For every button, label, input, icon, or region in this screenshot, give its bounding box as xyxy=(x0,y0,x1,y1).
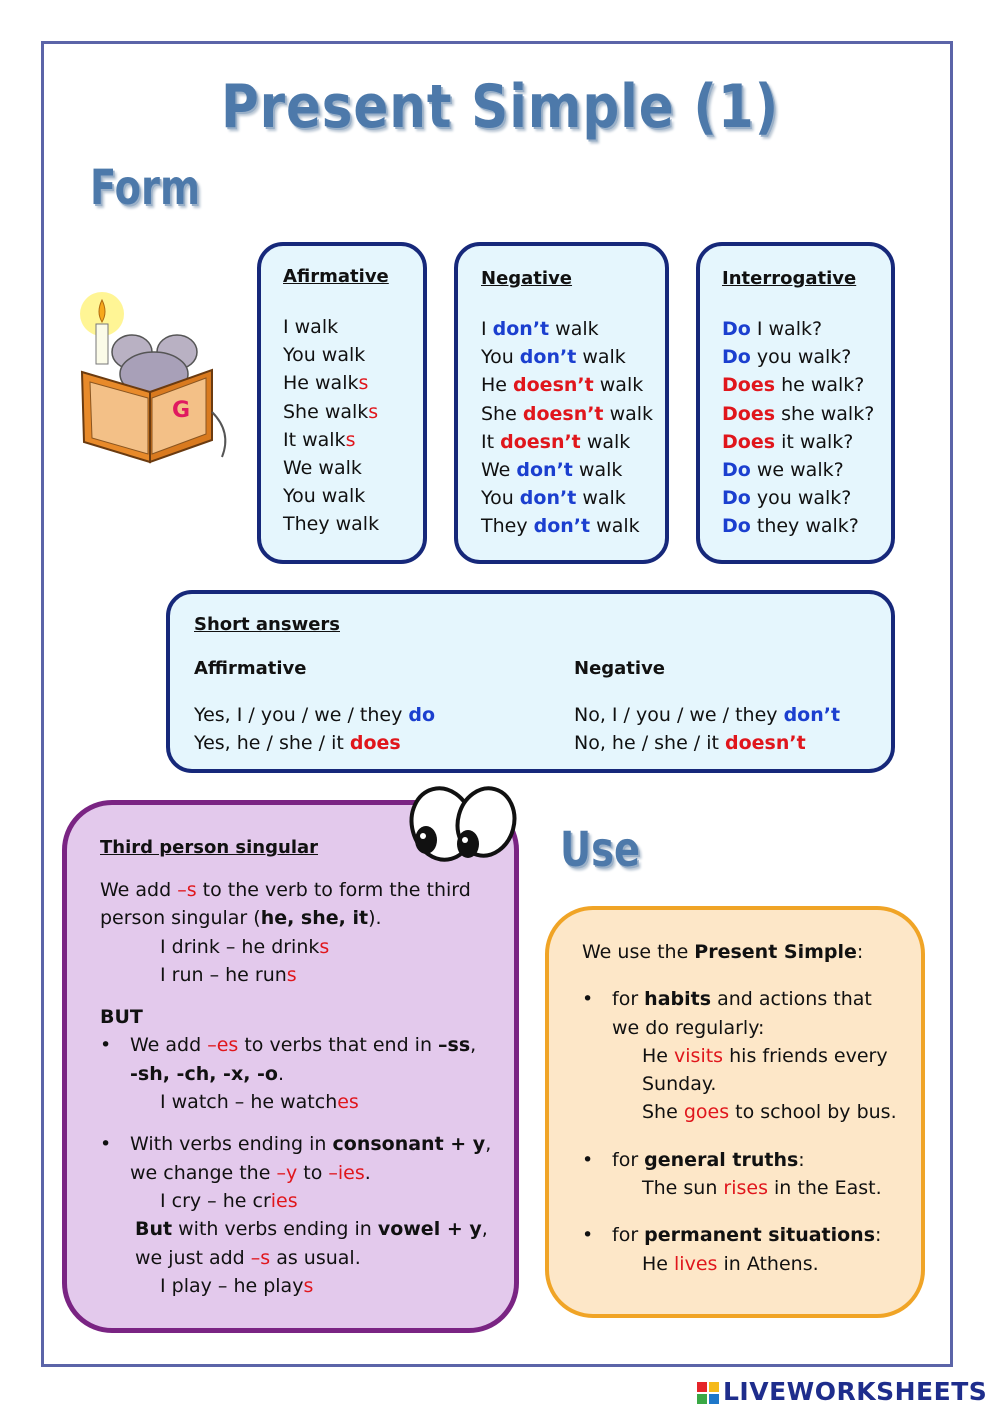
subject: They xyxy=(481,515,534,538)
interrogative-heading: Interrogative xyxy=(722,268,857,289)
verb: walk xyxy=(572,459,623,482)
negative-line xyxy=(481,371,665,399)
use-heading: Use xyxy=(560,822,641,878)
affirmative-line xyxy=(283,341,423,369)
third-person-box xyxy=(62,800,519,1333)
negative-line xyxy=(481,343,665,371)
affirmative-box xyxy=(257,242,427,564)
question-rest: I walk? xyxy=(750,318,823,340)
auxiliary: Do xyxy=(722,515,751,538)
subject: We xyxy=(481,459,517,482)
example-line: I cry – he cries xyxy=(160,1189,298,1212)
short-answers-heading: Short answers xyxy=(194,614,340,635)
verb-base: He walk xyxy=(283,372,359,395)
auxiliary: Do xyxy=(722,346,751,369)
short-answer-line: No, he / she / it doesn’t xyxy=(574,732,806,754)
interrogative-line xyxy=(722,428,891,456)
but-label: BUT xyxy=(100,1006,143,1029)
auxiliary: doesn’t xyxy=(500,430,581,453)
affirmative-line xyxy=(283,510,423,538)
interrogative-box xyxy=(696,242,895,564)
affirmative-heading: Afirmative xyxy=(283,266,389,287)
verb: walk xyxy=(549,318,599,340)
auxiliary: don’t xyxy=(492,318,550,340)
auxiliary: Does xyxy=(722,430,776,453)
auxiliary: don’t xyxy=(519,346,577,369)
example-line: I play – he plays xyxy=(160,1274,314,1297)
short-answer-line: No, I / you / we / they don’t xyxy=(574,704,841,726)
auxiliary: Do xyxy=(722,318,751,340)
auxiliary: Do xyxy=(722,487,751,510)
liveworksheets-footer[interactable] xyxy=(697,1377,987,1406)
negative-box xyxy=(454,242,669,564)
affirmative-lines xyxy=(283,313,423,539)
short-answers-box xyxy=(166,590,895,773)
negative-line xyxy=(481,315,665,343)
short-answers-negative xyxy=(574,658,840,757)
question-rest: she walk? xyxy=(775,402,875,425)
question-rest: you walk? xyxy=(750,346,852,369)
interrogative-line xyxy=(722,512,891,540)
use-general-truths: • for general truths: The sun rises in the East. xyxy=(582,1148,882,1200)
subject: You xyxy=(481,346,520,369)
auxiliary: doesn’t xyxy=(522,402,604,425)
cartoon-eyes-illustration xyxy=(406,782,520,866)
example-line: I watch – he watches xyxy=(160,1091,359,1114)
use-permanent-situations: • for permanent situations: He lives in Athens. xyxy=(582,1224,882,1275)
verb-base: They walk xyxy=(283,513,380,536)
interrogative-line xyxy=(722,371,891,399)
affirmative-line xyxy=(283,426,423,454)
short-answer-line: Yes, I / you / we / they do xyxy=(194,704,436,726)
auxiliary: don’t xyxy=(516,459,573,482)
question-rest: it walk? xyxy=(775,430,854,453)
verb-ending: s xyxy=(368,400,379,423)
bullet-ies: • With verbs ending in consonant + y, we change the –y to –ies. xyxy=(100,1133,492,1184)
negative-lines xyxy=(481,315,665,541)
interrogative-line xyxy=(722,484,891,512)
question-rest: we walk? xyxy=(750,459,844,482)
verb: walk xyxy=(593,374,644,397)
verb-base: You walk xyxy=(283,344,366,367)
vowel-y-rule: But with verbs ending in vowel + y, xyxy=(135,1218,488,1241)
affirmative-line xyxy=(283,482,423,510)
example-line: I run – he runs xyxy=(160,963,297,986)
footer-text: LIVEWORKSHEETS xyxy=(723,1377,988,1406)
third-person-heading: Third person singular xyxy=(100,837,319,858)
negative-line xyxy=(481,400,665,428)
question-rest: they walk? xyxy=(750,515,859,538)
question-rest: you walk? xyxy=(750,487,852,510)
verb: walk xyxy=(580,430,631,453)
verb-ending: s xyxy=(358,372,369,395)
liveworksheets-logo xyxy=(697,1382,719,1404)
negative-line xyxy=(481,512,665,540)
subject: She xyxy=(481,402,523,425)
auxiliary: Does xyxy=(722,374,776,397)
negative-line xyxy=(481,428,665,456)
third-person-rule-cont: person singular (he, she, it). xyxy=(100,907,382,930)
subject: It xyxy=(481,430,501,453)
affirmative-line xyxy=(283,398,423,426)
verb-base: She walk xyxy=(283,400,369,423)
affirmative-line xyxy=(283,313,423,341)
negative-line xyxy=(481,484,665,512)
subject: He xyxy=(481,374,514,397)
use-intro: We use the Present Simple: xyxy=(582,941,864,963)
verb-base: I walk xyxy=(283,316,339,338)
question-rest: he walk? xyxy=(775,374,865,397)
verb-base: You walk xyxy=(283,485,366,508)
example-line: I drink – he drinks xyxy=(160,935,330,958)
bullet-es: • We add –es to verbs that end in –ss, -sh, -ch, -x, -o. xyxy=(100,1034,477,1085)
auxiliary: doesn’t xyxy=(513,374,594,397)
verb: walk xyxy=(576,346,626,369)
short-answers-affirmative xyxy=(194,658,435,757)
verb: walk xyxy=(603,402,654,425)
page-title: Present Simple (1) xyxy=(220,72,780,142)
subject: I xyxy=(481,318,493,340)
verb: walk xyxy=(590,515,640,538)
affirmative-line xyxy=(283,454,423,482)
auxiliary: don’t xyxy=(533,515,591,538)
subject: You xyxy=(481,487,520,510)
auxiliary: don’t xyxy=(519,487,577,510)
interrogative-line xyxy=(722,456,891,484)
form-heading: Form xyxy=(90,160,201,216)
negative-line xyxy=(481,456,665,484)
verb-base: We walk xyxy=(283,457,362,480)
interrogative-lines xyxy=(722,315,891,541)
auxiliary: Does xyxy=(722,402,776,425)
auxiliary: Do xyxy=(722,459,751,482)
interrogative-line xyxy=(722,343,891,371)
negative-heading: Negative xyxy=(481,268,573,289)
short-negative-label: Negative xyxy=(574,658,666,679)
verb-ending: s xyxy=(345,428,356,451)
short-affirmative-label: Affirmative xyxy=(194,658,307,679)
affirmative-line xyxy=(283,369,423,397)
short-answer-line: Yes, he / she / it does xyxy=(194,732,401,754)
verb-base: It walk xyxy=(283,428,346,451)
verb: walk xyxy=(576,487,626,510)
interrogative-line xyxy=(722,315,891,343)
use-box xyxy=(545,906,925,1318)
interrogative-line xyxy=(722,400,891,428)
vowel-y-rule-cont: we just add –s as usual. xyxy=(135,1246,361,1269)
candle-book-mouse-illustration xyxy=(62,292,242,467)
third-person-rule: We add –s to the verb to form the third xyxy=(100,879,471,901)
use-habits: • for habits and actions that we do regularly: He visits his friends every Sunday. She goes to school by bus. xyxy=(582,988,897,1124)
svg-text:G: G xyxy=(172,398,191,423)
